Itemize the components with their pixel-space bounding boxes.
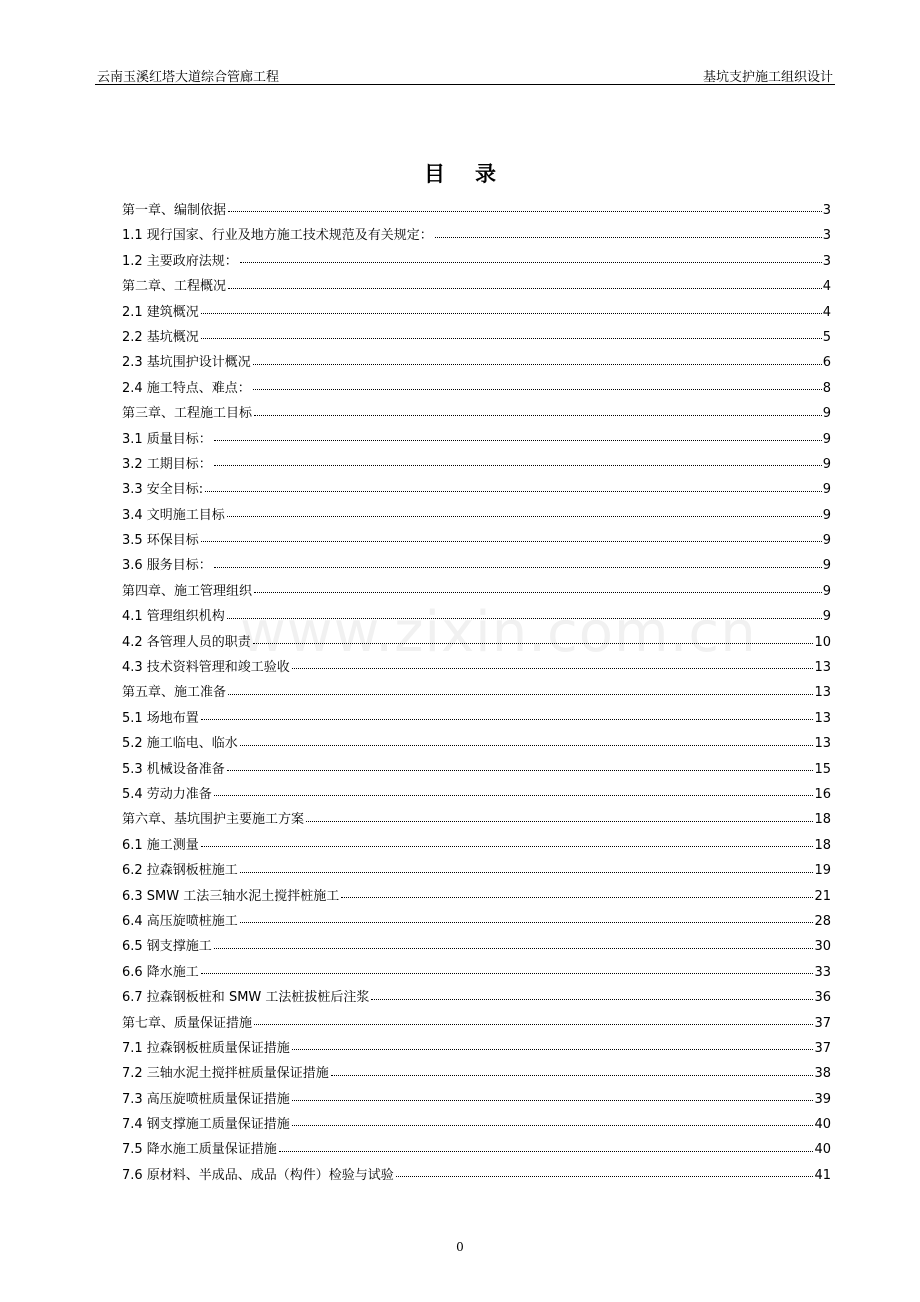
toc-entry-label: 6.3 SMW 工法三轴水泥土搅拌桩施工 bbox=[122, 888, 340, 904]
toc-entry-page: 4 bbox=[822, 279, 831, 295]
toc-leader-dots bbox=[201, 541, 822, 542]
toc-entry[interactable] bbox=[122, 960, 831, 985]
toc-entry-page: 9 bbox=[822, 533, 831, 549]
toc-leader-dots bbox=[214, 948, 814, 949]
toc-entry-label: 6.5 钢支撑施工 bbox=[122, 939, 212, 955]
toc-leader-dots bbox=[253, 389, 822, 390]
toc-entry[interactable] bbox=[122, 1036, 831, 1061]
toc-leader-dots bbox=[341, 897, 813, 898]
toc-entry[interactable] bbox=[122, 274, 831, 299]
toc-entry[interactable] bbox=[122, 1112, 831, 1137]
toc-leader-dots bbox=[227, 516, 822, 517]
toc-entry[interactable] bbox=[122, 884, 831, 909]
toc-leader-dots bbox=[254, 415, 822, 416]
toc-leader-dots bbox=[254, 1024, 813, 1025]
toc-entry-label: 第三章、工程施工目标 bbox=[122, 406, 253, 422]
toc-leader-dots bbox=[240, 262, 822, 263]
toc-entry-label: 2.1 建筑概况 bbox=[122, 304, 199, 320]
toc-leader-dots bbox=[228, 694, 813, 695]
watermark: www.zixin.com.cn bbox=[240, 600, 757, 665]
toc-entry-page: 3 bbox=[822, 228, 831, 244]
toc-entry[interactable] bbox=[122, 858, 831, 883]
toc-entry-page: 30 bbox=[814, 939, 831, 955]
toc-entry-page: 9 bbox=[822, 406, 831, 422]
toc-entry-label: 2.4 施工特点、难点： bbox=[122, 380, 251, 396]
toc-entry-page: 9 bbox=[822, 558, 831, 574]
toc-entry-page: 9 bbox=[822, 507, 831, 523]
toc-entry-page: 13 bbox=[814, 736, 831, 752]
toc-entry[interactable] bbox=[122, 1087, 831, 1112]
toc-entry[interactable] bbox=[122, 553, 831, 578]
toc-entry-page: 33 bbox=[814, 964, 831, 980]
toc-entry-page: 28 bbox=[814, 913, 831, 929]
toc-entry-label: 3.5 环保目标 bbox=[122, 533, 199, 549]
toc-entry-page: 13 bbox=[814, 710, 831, 726]
toc-entry[interactable] bbox=[122, 630, 831, 655]
toc-entry-label: 4.1 管理组织机构 bbox=[122, 609, 225, 625]
toc-leader-dots bbox=[240, 745, 814, 746]
toc-leader-dots bbox=[214, 465, 822, 466]
toc-entry[interactable] bbox=[122, 731, 831, 756]
toc-leader-dots bbox=[201, 846, 814, 847]
toc-entry-label: 7.4 钢支撑施工质量保证措施 bbox=[122, 1117, 290, 1133]
toc-title-char-2: 录 bbox=[475, 162, 496, 186]
toc-entry[interactable] bbox=[122, 706, 831, 731]
toc-entry-page: 4 bbox=[822, 304, 831, 320]
toc-entry-label: 第六章、基坑围护主要施工方案 bbox=[122, 812, 305, 828]
toc-entry-page: 37 bbox=[814, 1040, 831, 1056]
toc-entry[interactable] bbox=[122, 604, 831, 629]
toc-list bbox=[122, 198, 831, 1188]
toc-leader-dots bbox=[292, 1049, 814, 1050]
toc-entry-label: 3.4 文明施工目标 bbox=[122, 507, 225, 523]
toc-entry-label: 6.2 拉森钢板桩施工 bbox=[122, 863, 238, 879]
toc-leader-dots bbox=[253, 643, 814, 644]
toc-entry-label: 3.1 质量目标： bbox=[122, 431, 212, 447]
toc-entry-label: 1.2 主要政府法规： bbox=[122, 253, 238, 269]
toc-entry[interactable] bbox=[122, 579, 831, 604]
toc-entry-page: 9 bbox=[822, 609, 831, 625]
toc-entry[interactable] bbox=[122, 985, 831, 1010]
toc-title bbox=[0, 158, 920, 188]
toc-leader-dots bbox=[240, 922, 814, 923]
toc-entry-page: 40 bbox=[814, 1142, 831, 1158]
toc-entry-page: 15 bbox=[814, 761, 831, 777]
toc-entry-label: 第七章、质量保证措施 bbox=[122, 1015, 253, 1031]
toc-entry[interactable] bbox=[122, 909, 831, 934]
toc-entry[interactable] bbox=[122, 757, 831, 782]
toc-leader-dots bbox=[201, 719, 814, 720]
toc-entry-page: 41 bbox=[814, 1167, 831, 1183]
toc-entry-label: 2.3 基坑围护设计概况 bbox=[122, 355, 251, 371]
toc-entry[interactable] bbox=[122, 249, 831, 274]
toc-leader-dots bbox=[396, 1176, 814, 1177]
toc-entry-label: 7.5 降水施工质量保证措施 bbox=[122, 1142, 277, 1158]
toc-entry-label: 5.4 劳动力准备 bbox=[122, 786, 212, 802]
toc-entry[interactable] bbox=[122, 528, 831, 553]
toc-entry-page: 18 bbox=[814, 812, 831, 828]
toc-entry[interactable] bbox=[122, 1061, 831, 1086]
toc-entry[interactable] bbox=[122, 1011, 831, 1036]
toc-leader-dots bbox=[240, 872, 814, 873]
toc-entry-page: 5 bbox=[822, 329, 831, 345]
toc-entry-page: 9 bbox=[822, 431, 831, 447]
toc-entry[interactable] bbox=[122, 325, 831, 350]
toc-leader-dots bbox=[227, 618, 822, 619]
toc-leader-dots bbox=[201, 313, 822, 314]
toc-leader-dots bbox=[227, 770, 814, 771]
toc-entry-label: 3.3 安全目标: bbox=[122, 482, 204, 498]
toc-entry-page: 9 bbox=[822, 583, 831, 599]
toc-entry-label: 4.3 技术资料管理和竣工验收 bbox=[122, 660, 290, 676]
toc-entry-page: 40 bbox=[814, 1117, 831, 1133]
toc-entry[interactable] bbox=[122, 198, 831, 223]
toc-entry[interactable] bbox=[122, 934, 831, 959]
toc-entry[interactable] bbox=[122, 427, 831, 452]
toc-entry-page: 38 bbox=[814, 1066, 831, 1082]
toc-entry-page: 36 bbox=[814, 990, 831, 1006]
toc-title-char-1: 目 bbox=[424, 162, 445, 186]
toc-entry[interactable] bbox=[122, 782, 831, 807]
toc-entry[interactable] bbox=[122, 300, 831, 325]
toc-entry-label: 6.6 降水施工 bbox=[122, 964, 199, 980]
header-project-name: 云南玉溪红塔大道综合管廊工程 bbox=[97, 70, 280, 85]
toc-entry-label: 3.6 服务目标： bbox=[122, 558, 212, 574]
toc-entry-label: 第四章、施工管理组织 bbox=[122, 583, 253, 599]
toc-entry-label: 5.1 场地布置 bbox=[122, 710, 199, 726]
page-header bbox=[95, 64, 835, 85]
toc-entry[interactable] bbox=[122, 350, 831, 375]
toc-entry-page: 37 bbox=[814, 1015, 831, 1031]
toc-leader-dots bbox=[371, 999, 813, 1000]
toc-entry[interactable] bbox=[122, 833, 831, 858]
toc-entry-label: 7.3 高压旋喷桩质量保证措施 bbox=[122, 1091, 290, 1107]
toc-entry-page: 6 bbox=[822, 355, 831, 371]
page-number: 0 bbox=[456, 1240, 464, 1254]
toc-entry-page: 3 bbox=[822, 203, 831, 218]
toc-leader-dots bbox=[205, 491, 822, 492]
toc-leader-dots bbox=[435, 237, 822, 238]
toc-entry-page: 16 bbox=[814, 786, 831, 802]
toc-entry-label: 6.1 施工测量 bbox=[122, 837, 199, 853]
toc-leader-dots bbox=[292, 1125, 814, 1126]
toc-entry[interactable] bbox=[122, 1137, 831, 1162]
toc-entry-label: 4.2 各管理人员的职责 bbox=[122, 634, 251, 650]
toc-entry-label: 7.2 三轴水泥土搅拌桩质量保证措施 bbox=[122, 1066, 329, 1082]
toc-leader-dots bbox=[292, 668, 814, 669]
toc-entry[interactable] bbox=[122, 401, 831, 426]
toc-entry[interactable] bbox=[122, 1163, 831, 1188]
toc-entry-label: 第一章、编制依据 bbox=[122, 203, 227, 218]
toc-entry-page: 3 bbox=[822, 253, 831, 269]
toc-entry-label: 2.2 基坑概况 bbox=[122, 329, 199, 345]
toc-leader-dots bbox=[292, 1100, 814, 1101]
toc-entry-label: 第二章、工程概况 bbox=[122, 279, 227, 295]
toc-entry-label: 5.3 机械设备准备 bbox=[122, 761, 225, 777]
toc-leader-dots bbox=[228, 288, 822, 289]
toc-entry-label: 7.6 原材料、半成品、成品（构件）检验与试验 bbox=[122, 1167, 394, 1183]
toc-entry-label: 6.4 高压旋喷桩施工 bbox=[122, 913, 238, 929]
toc-entry[interactable] bbox=[122, 807, 831, 832]
toc-leader-dots bbox=[214, 795, 814, 796]
toc-leader-dots bbox=[228, 211, 822, 212]
toc-entry-page: 21 bbox=[814, 888, 831, 904]
toc-entry-label: 5.2 施工临电、临水 bbox=[122, 736, 238, 752]
toc-leader-dots bbox=[306, 821, 813, 822]
toc-leader-dots bbox=[331, 1075, 814, 1076]
toc-leader-dots bbox=[214, 440, 822, 441]
toc-leader-dots bbox=[279, 1151, 814, 1152]
toc-entry[interactable] bbox=[122, 655, 831, 680]
toc-entry-page: 13 bbox=[814, 685, 831, 701]
toc-entry-page: 18 bbox=[814, 837, 831, 853]
toc-entry-label: 7.1 拉森钢板桩质量保证措施 bbox=[122, 1040, 290, 1056]
toc-entry-page: 19 bbox=[814, 863, 831, 879]
toc-entry-label: 第五章、施工准备 bbox=[122, 685, 227, 701]
toc-entry-page: 13 bbox=[814, 660, 831, 676]
toc-leader-dots bbox=[254, 592, 822, 593]
toc-entry[interactable] bbox=[122, 223, 831, 248]
toc-entry-page: 9 bbox=[822, 482, 831, 498]
toc-entry-label: 3.2 工期目标： bbox=[122, 456, 212, 472]
toc-entry[interactable] bbox=[122, 503, 831, 528]
toc-entry[interactable] bbox=[122, 452, 831, 477]
toc-entry[interactable] bbox=[122, 680, 831, 705]
toc-entry-page: 39 bbox=[814, 1091, 831, 1107]
toc-entry[interactable] bbox=[122, 376, 831, 401]
toc-leader-dots bbox=[214, 567, 822, 568]
toc-leader-dots bbox=[201, 973, 814, 974]
toc-entry-label: 1.1 现行国家、行业及地方施工技术规范及有关规定： bbox=[122, 228, 433, 244]
toc-entry[interactable] bbox=[122, 477, 831, 502]
toc-entry-page: 8 bbox=[822, 380, 831, 396]
toc-leader-dots bbox=[201, 338, 822, 339]
toc-entry-page: 9 bbox=[822, 456, 831, 472]
toc-leader-dots bbox=[253, 364, 822, 365]
toc-entry-label: 6.7 拉森钢板桩和 SMW 工法桩拔桩后注浆 bbox=[122, 990, 370, 1006]
header-document-title: 基坑支护施工组织设计 bbox=[702, 70, 833, 85]
toc-entry-page: 10 bbox=[814, 634, 831, 650]
